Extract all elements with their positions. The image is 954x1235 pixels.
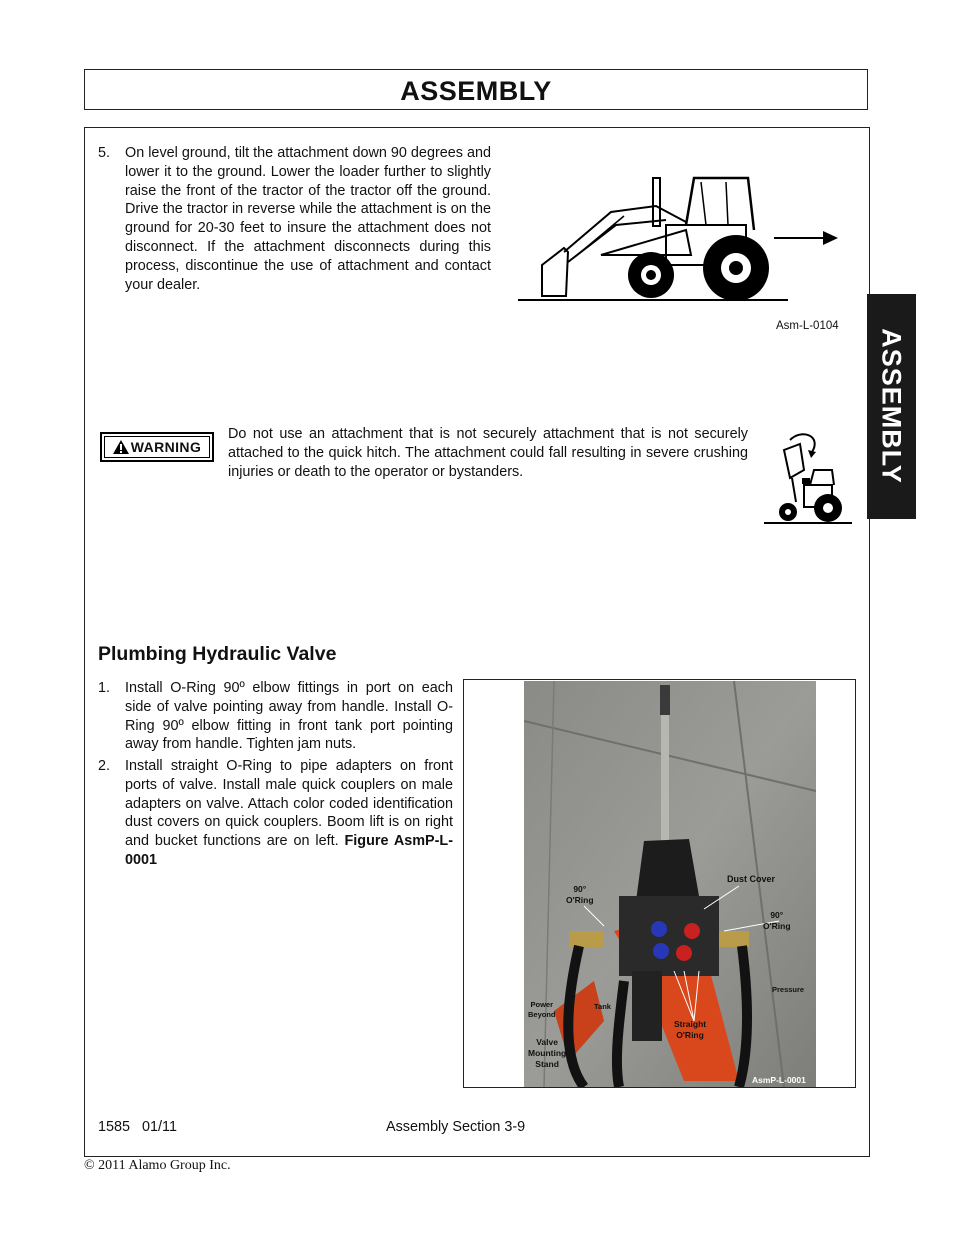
footer-model-date: 1585 01/11	[98, 1119, 177, 1135]
tractor-loader-illustration	[516, 170, 846, 305]
side-tab-label: ASSEMBLY	[876, 328, 907, 484]
step-5-number: 5.	[98, 145, 111, 161]
figure-caption-tractor: Asm-L-0104	[776, 320, 839, 332]
step-2-number: 2.	[98, 758, 111, 774]
copyright-notice: © 2011 Alamo Group Inc.	[84, 1158, 231, 1173]
section-side-tab	[867, 294, 916, 519]
photo-label-oring-right: 90° O'Ring	[763, 910, 791, 931]
photo-label-oring-left: 90° O'Ring	[566, 884, 594, 905]
warning-text: Do not use an attachment that is not securely attachment that is not securely attached to the quick hitch. The attachment could fall resulting in severe crushing injuries or death to the operator or bystanders.	[228, 426, 748, 480]
warning-triangle-icon	[113, 440, 129, 454]
step-2-text	[125, 757, 453, 870]
photo-label-straight-oring: Straight O'Ring	[674, 1019, 707, 1040]
photo-label-power-beyond: Power Beyond	[528, 1000, 556, 1019]
photo-label-valve-stand: Valve Mounting Stand	[528, 1037, 567, 1069]
photo-caption: AsmP-L-0001	[752, 1075, 806, 1085]
footer-section-page: Assembly Section 3-9	[386, 1119, 526, 1135]
photo-label-pressure: Pressure	[772, 985, 805, 994]
step-1-number: 1.	[98, 680, 111, 696]
warning-label-text: WARNING	[130, 439, 202, 455]
step-2-body: Install straight O-Ring to pipe adapters on front ports of valve. Install male quick couplers on male adapters on valve. Attach color coded identification dust covers on quick couplers. Boom lift is on right and bucket functions are on left.	[125, 758, 453, 850]
photo-label-tank: Tank	[594, 1002, 611, 1011]
section-heading: Plumbing Hydraulic Valve	[98, 643, 337, 665]
warning-label	[113, 439, 201, 455]
falling-attachment-hazard-icon	[762, 430, 854, 526]
warning-badge	[100, 432, 214, 462]
page-title: ASSEMBLY	[400, 76, 552, 106]
photo-label-dust-cover: Dust Cover	[727, 874, 776, 884]
header-box	[84, 69, 868, 110]
step-5-text: On level ground, tilt the attachment down 90 degrees and lower it to the ground. Lower the loader further to slightly raise the front of the tractor of the tractor off the ground. Drive the tractor in reverse while the attachment is on the ground for 20-30 feet to insure the attachment does not disconnect. If the attachment disconnects during this process, discontinue the use of attachment and contact your dealer.	[125, 145, 491, 293]
figure-reference: Figure AsmP-L-0001	[125, 833, 454, 868]
step-1-text: Install O-Ring 90º elbow fittings in port on each side of valve pointing away from handle. Install O-Ring 90º elbow fitting in front tank port pointing away from handle. Tighten jam nuts.	[125, 680, 453, 753]
